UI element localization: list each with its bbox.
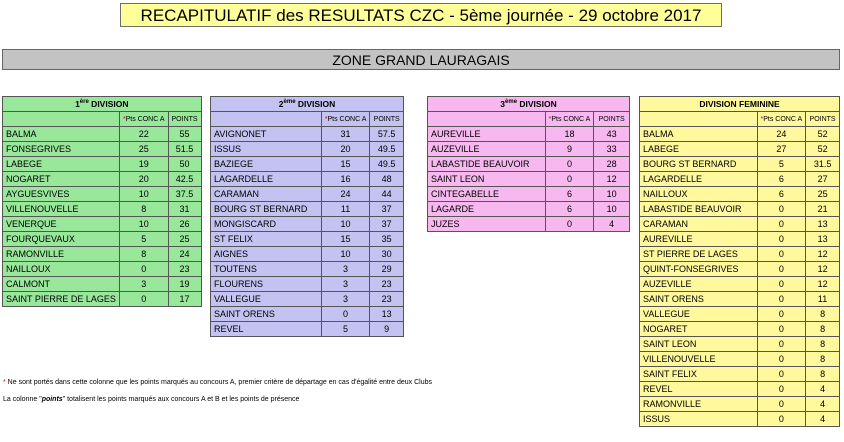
table-row xyxy=(640,127,840,142)
conc-points: 0 xyxy=(757,292,806,307)
division-header: DIVISION FEMININE xyxy=(640,97,840,112)
total-points: 11 xyxy=(806,292,840,307)
conc-points: 6 xyxy=(545,187,594,202)
club-name: VENERQUE xyxy=(3,217,120,232)
table-row xyxy=(640,142,840,157)
conc-points: 0 xyxy=(757,382,806,397)
conc-points: 0 xyxy=(545,157,594,172)
club-name: BOURG ST BERNARD xyxy=(640,157,758,172)
table-row xyxy=(3,277,202,292)
club-name: ST PIERRE DE LAGES xyxy=(640,247,758,262)
club-name: LAGARDE xyxy=(428,202,546,217)
conc-points: 22 xyxy=(119,127,168,142)
division-header: 1ère DIVISION xyxy=(3,97,202,112)
conc-points: 3 xyxy=(321,262,370,277)
table-row xyxy=(640,247,840,262)
club-name: VALLEGUE xyxy=(211,292,322,307)
club-name: FLOURENS xyxy=(211,277,322,292)
club-name: AUZEVILLE xyxy=(640,277,758,292)
table-row xyxy=(640,292,840,307)
table-row xyxy=(211,187,404,202)
table-row xyxy=(211,217,404,232)
total-points: 12 xyxy=(594,172,630,187)
table-row xyxy=(3,202,202,217)
club-name: CARAMAN xyxy=(211,187,322,202)
conc-points: 0 xyxy=(757,397,806,412)
footnote-points: La colonne "points" totalisent les points marqués aux concours A et B et les points de présence xyxy=(3,396,300,403)
conc-points: 0 xyxy=(757,232,806,247)
club-name: ISSUS xyxy=(640,412,758,427)
table-row xyxy=(428,202,630,217)
conc-points: 0 xyxy=(757,352,806,367)
table-row xyxy=(640,232,840,247)
table-row xyxy=(640,352,840,367)
total-points: 33 xyxy=(594,142,630,157)
total-points: 25 xyxy=(168,232,201,247)
table-row xyxy=(211,277,404,292)
table-row xyxy=(211,307,404,322)
table-row xyxy=(428,127,630,142)
conc-points: 0 xyxy=(757,202,806,217)
table-division-2 xyxy=(210,96,404,337)
table-row xyxy=(211,292,404,307)
club-name: ST FELIX xyxy=(211,232,322,247)
page-title: RECAPITULATIF des RESULTATS CZC - 5ème journée - 29 octobre 2017 xyxy=(120,3,722,27)
conc-points: 20 xyxy=(119,172,168,187)
club-name: AIGNES xyxy=(211,247,322,262)
club-name: NAILLOUX xyxy=(640,187,758,202)
conc-points: 9 xyxy=(545,142,594,157)
total-points: 4 xyxy=(806,412,840,427)
club-name: REVEL xyxy=(640,382,758,397)
club-name: LABASTIDE BEAUVOIR xyxy=(640,202,758,217)
table-body xyxy=(640,97,840,427)
conc-points: 3 xyxy=(321,277,370,292)
club-name: REVEL xyxy=(211,322,322,337)
col-header-points: POINTS xyxy=(594,112,630,127)
conc-points: 8 xyxy=(119,247,168,262)
col-header-points: POINTS xyxy=(168,112,201,127)
table-row xyxy=(640,157,840,172)
conc-points: 5 xyxy=(757,157,806,172)
club-name: QUINT-FONSEGRIVES xyxy=(640,262,758,277)
table-row xyxy=(3,172,202,187)
total-points: 50 xyxy=(168,157,201,172)
table-row xyxy=(640,382,840,397)
division-header: 2ème DIVISION xyxy=(211,97,404,112)
conc-points: 31 xyxy=(321,127,370,142)
conc-points: 10 xyxy=(119,187,168,202)
table-row xyxy=(640,397,840,412)
table-row xyxy=(211,232,404,247)
total-points: 8 xyxy=(806,367,840,382)
total-points: 27 xyxy=(806,172,840,187)
total-points: 8 xyxy=(806,322,840,337)
conc-points: 16 xyxy=(321,172,370,187)
table-row xyxy=(640,367,840,382)
club-name: BALMA xyxy=(640,127,758,142)
conc-points: 0 xyxy=(545,217,594,232)
conc-points: 15 xyxy=(321,232,370,247)
club-name: CARAMAN xyxy=(640,217,758,232)
conc-points: 0 xyxy=(757,367,806,382)
club-name: SAINT PIERRE DE LAGES xyxy=(3,292,120,307)
total-points: 23 xyxy=(370,292,404,307)
table-body xyxy=(428,97,630,232)
club-name: NOGARET xyxy=(3,172,120,187)
club-name: RAMONVILLE xyxy=(3,247,120,262)
club-name: NAILLOUX xyxy=(3,262,120,277)
conc-points: 8 xyxy=(119,202,168,217)
total-points: 19 xyxy=(168,277,201,292)
conc-points: 24 xyxy=(321,187,370,202)
table-row xyxy=(211,202,404,217)
total-points: 55 xyxy=(168,127,201,142)
total-points: 30 xyxy=(370,247,404,262)
table-row xyxy=(3,292,202,307)
table-row xyxy=(3,127,202,142)
conc-points: 18 xyxy=(545,127,594,142)
table-division-1 xyxy=(2,96,202,307)
club-name: SAINT LEON xyxy=(640,337,758,352)
table-row xyxy=(640,262,840,277)
conc-points: 0 xyxy=(545,172,594,187)
footnote-star: * Ne sont portés dans cette colonne que les points marqués au concours A, premier critère de départage en cas d'égalité entre deux Clubs xyxy=(3,379,432,386)
conc-points: 0 xyxy=(757,217,806,232)
club-name: SAINT ORENS xyxy=(211,307,322,322)
conc-points: 0 xyxy=(321,307,370,322)
conc-points: 27 xyxy=(757,142,806,157)
total-points: 8 xyxy=(806,307,840,322)
club-name: NOGARET xyxy=(640,322,758,337)
club-name: LABASTIDE BEAUVOIR xyxy=(428,157,546,172)
table-row xyxy=(3,262,202,277)
conc-points: 25 xyxy=(119,142,168,157)
conc-points: 10 xyxy=(321,247,370,262)
total-points: 12 xyxy=(806,277,840,292)
conc-points: 6 xyxy=(545,202,594,217)
table-division-3 xyxy=(427,96,630,232)
total-points: 12 xyxy=(806,262,840,277)
total-points: 10 xyxy=(594,187,630,202)
conc-points: 15 xyxy=(321,157,370,172)
total-points: 17 xyxy=(168,292,201,307)
total-points: 21 xyxy=(806,202,840,217)
total-points: 43 xyxy=(594,127,630,142)
table-row xyxy=(211,142,404,157)
conc-points: 0 xyxy=(757,262,806,277)
table-row xyxy=(428,142,630,157)
table-row xyxy=(3,157,202,172)
total-points: 31.5 xyxy=(806,157,840,172)
club-name: SAINT LEON xyxy=(428,172,546,187)
col-header-points: POINTS xyxy=(806,112,840,127)
total-points: 57.5 xyxy=(370,127,404,142)
total-points: 13 xyxy=(806,217,840,232)
club-name: LAGARDELLE xyxy=(640,172,758,187)
conc-points: 24 xyxy=(757,127,806,142)
table-row xyxy=(211,157,404,172)
table-row xyxy=(3,232,202,247)
club-name: SAINT FELIX xyxy=(640,367,758,382)
total-points: 9 xyxy=(370,322,404,337)
total-points: 13 xyxy=(370,307,404,322)
conc-points: 6 xyxy=(757,187,806,202)
total-points: 31 xyxy=(168,202,201,217)
conc-points: 5 xyxy=(119,232,168,247)
club-name: FONSEGRIVES xyxy=(3,142,120,157)
table-row xyxy=(640,322,840,337)
conc-points: 10 xyxy=(321,217,370,232)
table-row xyxy=(211,262,404,277)
club-name: TOUTENS xyxy=(211,262,322,277)
table-row xyxy=(211,247,404,262)
total-points: 23 xyxy=(168,262,201,277)
division-header: 3ème DIVISION xyxy=(428,97,630,112)
total-points: 24 xyxy=(168,247,201,262)
conc-points: 0 xyxy=(119,292,168,307)
table-row xyxy=(640,277,840,292)
club-name: SAINT ORENS xyxy=(640,292,758,307)
club-name: AVIGNONET xyxy=(211,127,322,142)
conc-points: 3 xyxy=(321,292,370,307)
total-points: 4 xyxy=(806,397,840,412)
total-points: 42.5 xyxy=(168,172,201,187)
club-name: FOURQUEVAUX xyxy=(3,232,120,247)
total-points: 29 xyxy=(370,262,404,277)
total-points: 37 xyxy=(370,217,404,232)
club-name: BAZIEGE xyxy=(211,157,322,172)
club-name: AUREVILLE xyxy=(640,232,758,247)
table-row xyxy=(428,187,630,202)
col-header-conc: *Pts CONC A xyxy=(119,112,168,127)
club-name: CALMONT xyxy=(3,277,120,292)
total-points: 13 xyxy=(806,232,840,247)
table-row xyxy=(640,172,840,187)
conc-points: 0 xyxy=(119,262,168,277)
zone-banner: ZONE GRAND LAURAGAIS xyxy=(2,49,840,70)
table-row xyxy=(3,247,202,262)
club-name: JUZES xyxy=(428,217,546,232)
total-points: 23 xyxy=(370,277,404,292)
conc-points: 11 xyxy=(321,202,370,217)
conc-points: 6 xyxy=(757,172,806,187)
table-row xyxy=(428,217,630,232)
table-row xyxy=(640,217,840,232)
table-row xyxy=(3,217,202,232)
table-row xyxy=(640,337,840,352)
total-points: 51.5 xyxy=(168,142,201,157)
conc-points: 5 xyxy=(321,322,370,337)
conc-points: 0 xyxy=(757,412,806,427)
total-points: 25 xyxy=(806,187,840,202)
total-points: 10 xyxy=(594,202,630,217)
conc-points: 0 xyxy=(757,247,806,262)
club-name: MONGISCARD xyxy=(211,217,322,232)
total-points: 8 xyxy=(806,352,840,367)
table-row xyxy=(640,187,840,202)
conc-points: 19 xyxy=(119,157,168,172)
club-name: AUZEVILLE xyxy=(428,142,546,157)
club-name: RAMONVILLE xyxy=(640,397,758,412)
club-name: BOURG ST BERNARD xyxy=(211,202,322,217)
total-points: 4 xyxy=(806,382,840,397)
total-points: 48 xyxy=(370,172,404,187)
conc-points: 0 xyxy=(757,322,806,337)
table-division-feminine xyxy=(639,96,840,427)
table-row xyxy=(3,187,202,202)
conc-points: 0 xyxy=(757,307,806,322)
conc-points: 0 xyxy=(757,337,806,352)
total-points: 28 xyxy=(594,157,630,172)
table-row xyxy=(3,142,202,157)
club-name: LABEGE xyxy=(640,142,758,157)
club-name: VILLENOUVELLE xyxy=(3,202,120,217)
table-row xyxy=(211,127,404,142)
col-header-conc: *Pts CONC A xyxy=(545,112,594,127)
total-points: 37 xyxy=(370,202,404,217)
col-header-points: POINTS xyxy=(370,112,404,127)
total-points: 4 xyxy=(594,217,630,232)
total-points: 52 xyxy=(806,142,840,157)
table-body xyxy=(3,97,202,307)
conc-points: 3 xyxy=(119,277,168,292)
club-name: AYGUESVIVES xyxy=(3,187,120,202)
table-row xyxy=(211,172,404,187)
club-name: LAGARDELLE xyxy=(211,172,322,187)
club-name: VILLENOUVELLE xyxy=(640,352,758,367)
total-points: 35 xyxy=(370,232,404,247)
table-row xyxy=(640,412,840,427)
table-row xyxy=(428,157,630,172)
table-row xyxy=(211,322,404,337)
total-points: 8 xyxy=(806,337,840,352)
total-points: 37.5 xyxy=(168,187,201,202)
conc-points: 10 xyxy=(119,217,168,232)
club-name: AUREVILLE xyxy=(428,127,546,142)
total-points: 44 xyxy=(370,187,404,202)
club-name: LABEGE xyxy=(3,157,120,172)
total-points: 26 xyxy=(168,217,201,232)
conc-points: 20 xyxy=(321,142,370,157)
col-header-conc: *Pts CONC A xyxy=(321,112,370,127)
table-row xyxy=(428,172,630,187)
conc-points: 0 xyxy=(757,277,806,292)
club-name: BALMA xyxy=(3,127,120,142)
club-name: ISSUS xyxy=(211,142,322,157)
total-points: 52 xyxy=(806,127,840,142)
total-points: 12 xyxy=(806,247,840,262)
club-name: CINTEGABELLE xyxy=(428,187,546,202)
table-row xyxy=(640,307,840,322)
col-header-conc: *Pts CONC A xyxy=(757,112,806,127)
total-points: 49.5 xyxy=(370,157,404,172)
club-name: VALLEGUE xyxy=(640,307,758,322)
table-body xyxy=(211,97,404,337)
table-row xyxy=(640,202,840,217)
total-points: 49.5 xyxy=(370,142,404,157)
